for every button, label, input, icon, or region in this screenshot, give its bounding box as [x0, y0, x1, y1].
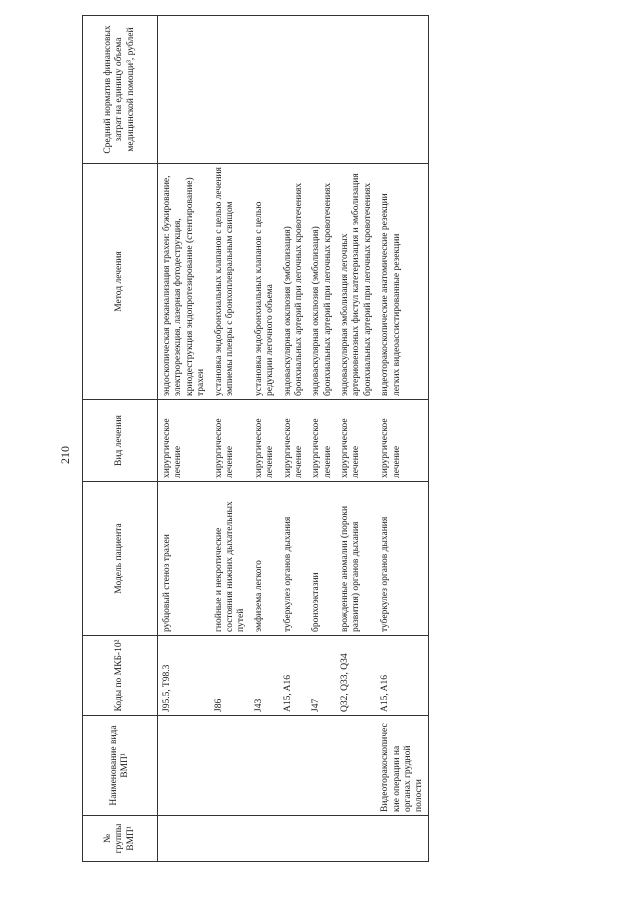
cell-norm — [279, 16, 308, 164]
cell-codes: J86 — [210, 636, 250, 716]
cell-group — [250, 816, 279, 862]
cell-kind: хирургическое лечение — [279, 400, 308, 482]
cell-name — [210, 716, 250, 816]
cell-model: эмфизема легкого — [250, 482, 279, 636]
table-row — [279, 16, 308, 862]
cell-model: рубцовый стеноз трахеи — [158, 482, 210, 636]
cell-norm — [336, 16, 376, 164]
table-row — [376, 16, 428, 862]
header-norm: Средний норматив финансовых затрат на единицу объема медицинской помощи³, рублей — [83, 16, 158, 164]
cell-norm — [210, 16, 250, 164]
cell-norm — [250, 16, 279, 164]
cell-group — [158, 816, 210, 862]
cell-method: эндоваскулярная окклюзия (эмболизация) бронхиальных артерий при легочных кровотечениях — [279, 164, 308, 400]
table-row — [307, 16, 336, 862]
cell-name — [336, 716, 376, 816]
cell-model: врожденные аномалии (пороки развития) органов дыхания — [336, 482, 376, 636]
cell-model: туберкулез органов дыхания — [376, 482, 428, 636]
cell-model: туберкулез органов дыхания — [279, 482, 308, 636]
header-name: Наименование вида ВМП¹ — [83, 716, 158, 816]
cell-norm — [158, 16, 210, 164]
treatment-table — [82, 15, 429, 862]
header-method: Метод лечения — [83, 164, 158, 400]
cell-codes: J47 — [307, 636, 336, 716]
cell-kind: хирургическое лечение — [336, 400, 376, 482]
cell-kind: хирургическое лечение — [376, 400, 428, 482]
table-frame — [82, 16, 606, 862]
cell-group — [336, 816, 376, 862]
header-codes: Коды по МКБ-10² — [83, 636, 158, 716]
header-model: Модель пациента — [83, 482, 158, 636]
cell-model: бронхоэктазии — [307, 482, 336, 636]
cell-norm — [307, 16, 336, 164]
table-row — [336, 16, 376, 862]
cell-name — [279, 716, 308, 816]
page-number: 210 — [58, 446, 72, 464]
cell-norm — [376, 16, 428, 164]
cell-codes: J43 — [250, 636, 279, 716]
cell-kind: хирургическое лечение — [250, 400, 279, 482]
table-row — [210, 16, 250, 862]
cell-model: гнойные и некротические состояния нижних дыхательных путей — [210, 482, 250, 636]
cell-group — [210, 816, 250, 862]
header-kind: Вид лечения — [83, 400, 158, 482]
cell-kind: хирургическое лечение — [158, 400, 210, 482]
cell-group — [279, 816, 308, 862]
cell-codes: Q32, Q33, Q34 — [336, 636, 376, 716]
table-row — [250, 16, 279, 862]
cell-kind: хирургическое лечение — [307, 400, 336, 482]
cell-method: установка эндобронхиальных клапанов с целью лечения эмпиемы плевры с бронхоплевральным свищом — [210, 164, 250, 400]
cell-name: Видеоторакоскопические операции на органах грудной полости — [376, 716, 428, 816]
cell-name — [307, 716, 336, 816]
cell-method: видеоторакоскопические анатомические резекции легких видеоассистированные резекции — [376, 164, 428, 400]
cell-codes: A15, A16 — [376, 636, 428, 716]
cell-group — [307, 816, 336, 862]
cell-codes: A15, A16 — [279, 636, 308, 716]
header-group: № группы ВМП¹ — [83, 816, 158, 862]
cell-name — [158, 716, 210, 816]
cell-method: установка эндобронхиальных клапанов с целью редукции легочного объема — [250, 164, 279, 400]
table-row — [158, 16, 210, 862]
cell-method: эндоскопическая реканализация трахеи: бужирование, электрорезекция, лазерная фотодеструкция, криодеструкция эндопротезирование (стентирование) трахеи — [158, 164, 210, 400]
cell-name — [250, 716, 279, 816]
cell-codes: J95.5, T98.3 — [158, 636, 210, 716]
rotated-sheet — [82, 16, 606, 862]
cell-kind: хирургическое лечение — [210, 400, 250, 482]
cell-method: эндоваскулярная эмболизация легочных артериовенозных фистул катетеризация и эмболизация бронхиальных артерий при легочных кровотечениях — [336, 164, 376, 400]
header-row — [83, 16, 158, 862]
cell-method: эндоваскулярная окклюзия (эмболизация) бронхиальных артерий при легочных кровотечениях — [307, 164, 336, 400]
cell-group — [376, 816, 428, 862]
